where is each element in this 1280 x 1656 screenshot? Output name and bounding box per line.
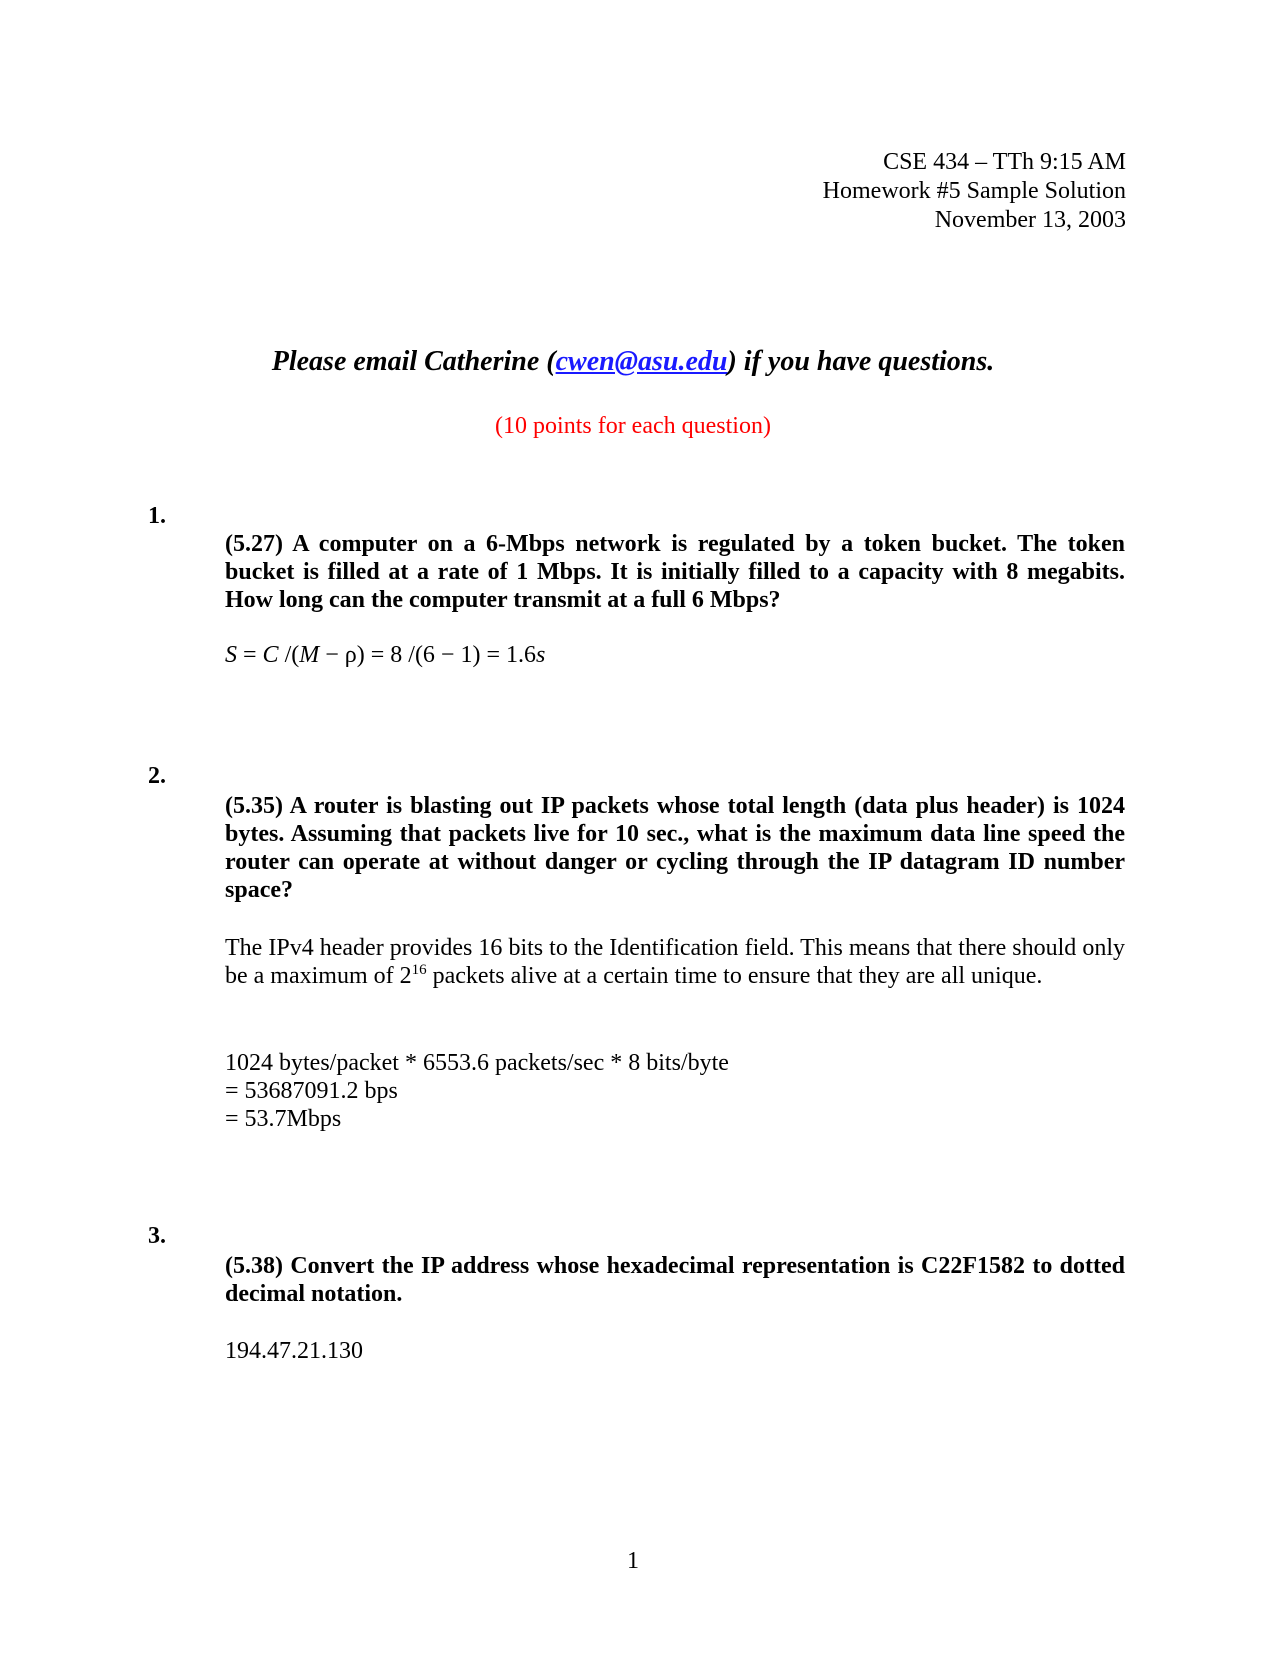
question-2-answer bbox=[225, 934, 1125, 990]
contact-prefix: Please email Catherine ( bbox=[271, 346, 556, 377]
formula-eq: = bbox=[237, 642, 263, 668]
answer-2-after: packets alive at a certain time to ensure that they are all unique. bbox=[426, 963, 1043, 989]
calc-line: 1024 bytes/packet * 6553.6 packets/sec * 8 bits/byte bbox=[225, 1050, 729, 1076]
formula-open: /( bbox=[278, 642, 300, 668]
calc-line: = 53.7Mbps bbox=[225, 1106, 342, 1132]
calc-line: = 53687091.2 bps bbox=[225, 1078, 398, 1104]
contact-suffix: ) if you have questions. bbox=[727, 346, 995, 377]
formula-c: C bbox=[262, 642, 279, 668]
question-2-calculation bbox=[225, 1049, 1125, 1133]
formula-m: M bbox=[299, 642, 320, 668]
answer-2-exponent: 16 bbox=[411, 962, 427, 978]
contact-line bbox=[0, 346, 1266, 378]
question-1-text: (5.27) A computer on a 6-Mbps network is regulated by a token bucket. The token bucket is filled at a rate of 1 Mbps. It is initially filled to a capacity with 8 megabits. How long can the computer transmit at a full 6 Mbps? bbox=[225, 531, 1125, 613]
points-note: (10 points for each question) bbox=[495, 413, 771, 439]
question-3-number: 3. bbox=[148, 1223, 166, 1249]
document-date: November 13, 2003 bbox=[934, 207, 1126, 233]
page-number: 1 bbox=[627, 1548, 639, 1574]
question-2-number: 2. bbox=[148, 763, 166, 789]
answer-2-before: The IPv4 header provides 16 bits to the Identification field. This means that there should only be a maximum of 2 bbox=[225, 935, 1125, 989]
question-1-number: 1. bbox=[148, 503, 166, 529]
question-1-formula bbox=[225, 641, 1125, 669]
question-3-answer: 194.47.21.130 bbox=[225, 1338, 363, 1364]
formula-rest: − ρ) = 8 /(6 − 1) = 1.6 bbox=[319, 642, 536, 668]
question-3-text: (5.38) Convert the IP address whose hexadecimal representation is C22F1582 to dotted decimal notation. bbox=[225, 1253, 1125, 1307]
course-line: CSE 434 – TTh 9:15 AM bbox=[883, 149, 1126, 175]
email-link[interactable]: cwen@asu.edu bbox=[555, 346, 728, 377]
formula-s: S bbox=[225, 642, 237, 668]
homework-title: Homework #5 Sample Solution bbox=[822, 178, 1126, 204]
formula-unit: s bbox=[536, 642, 546, 668]
document-header bbox=[823, 148, 1126, 235]
question-2-text: (5.35) A router is blasting out IP packets whose total length (data plus header) is 1024 bytes. Assuming that packets live for 10 sec., what is the maximum data line speed the router can operate at without danger or cycling through the IP datagram ID number space? bbox=[225, 793, 1125, 903]
